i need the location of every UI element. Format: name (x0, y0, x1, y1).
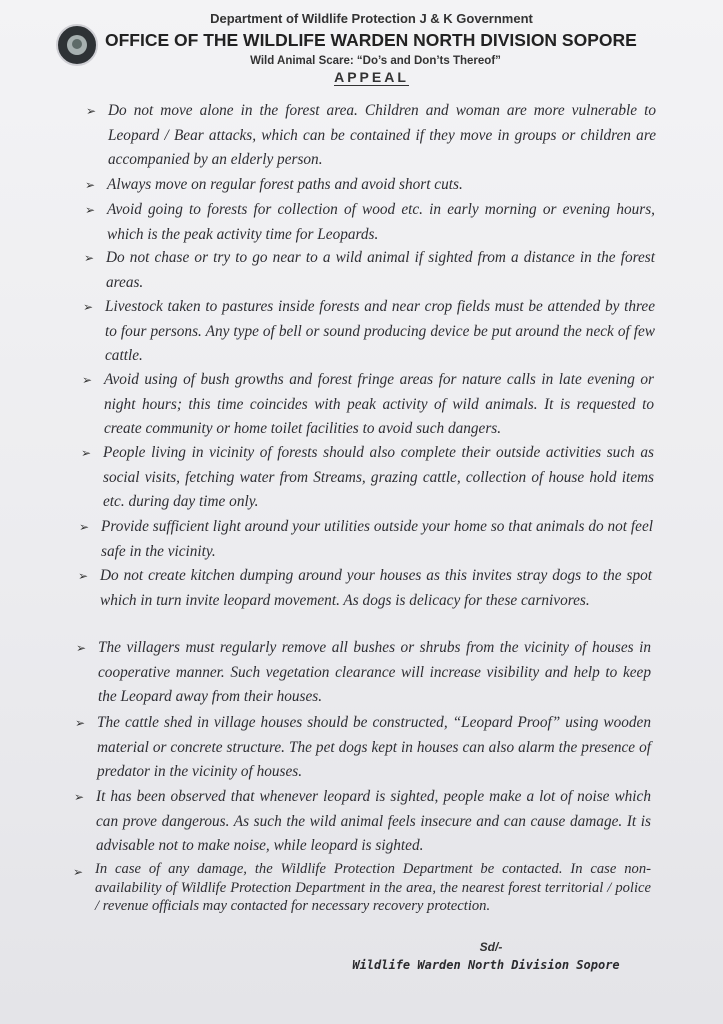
list-item: ➢ People living in vicinity of forests should also complete their outside activities such as social visits, fetching water from Streams, grazing cattle, collection of house hold items etc. during day time only. (103, 441, 654, 515)
list-item: ➢ The villagers must regularly remove all bushes or shrubs from the vicinity of houses in cooperative manner. Such vegetation clearance will increase visibility and help to keep the Leopard away from their houses. (98, 636, 651, 710)
arrow-bullet-icon: ➢ (75, 716, 86, 730)
arrow-bullet-icon: ➢ (74, 790, 85, 804)
arrow-bullet-icon: ➢ (76, 641, 87, 655)
arrow-bullet-icon: ➢ (86, 104, 97, 118)
list-item: ➢ In case of any damage, the Wildlife Protection Department be contacted. In case non-availability of Wildlife Protection Department in the area, the nearest forest territorial / police / revenue officials may contacted for necessary recovery protection. (73, 861, 651, 914)
list-item: ➢ Do not chase or try to go near to a wild animal if sighted from a distance in the forest areas. (106, 246, 655, 295)
list-item: ➢ The cattle shed in village houses should be constructed, “Leopard Proof” using wooden material or concrete structure. The pet dogs kept in houses can also alarm the presence of predator in the vicinity of houses. (97, 711, 651, 785)
signer-title: Wildlife Warden North Division Sopore (352, 958, 620, 972)
department-seal-icon (56, 24, 98, 66)
list-item: ➢ Provide sufficient light around your utilities outside your home so that animals do not feel safe in the vicinity. (101, 515, 653, 564)
signature-block (336, 940, 636, 972)
list-item: ➢ Always move on regular forest paths and avoid short cuts. (107, 173, 655, 198)
arrow-bullet-icon: ➢ (73, 865, 84, 879)
subject-line: Wild Animal Scare: “Do’s and Don’ts Thereof” (250, 55, 501, 67)
office-title: OFFICE OF THE WILDLIFE WARDEN NORTH DIVISION SOPORE (105, 30, 637, 50)
list-item: ➢ Do not move alone in the forest area. Children and woman are more vulnerable to Leopard / Bear attacks, which can be contained if they move in groups or children are accompanied by an elderly person. (108, 99, 656, 173)
list-item: ➢ It has been observed that whenever leopard is sighted, people make a lot of noise which can prove dangerous. As such the wild animal feels insecure and can cause damage. It is advisable not to make noise, while leopard is sighted. (96, 785, 651, 859)
arrow-bullet-icon: ➢ (85, 203, 96, 217)
appeal-heading: APPEAL (334, 69, 409, 85)
list-item: ➢ Do not create kitchen dumping around your houses as this invites stray dogs to the spot which in turn invite leopard movement. As dogs is delicacy for these carnivores. (100, 564, 652, 613)
department-name: Department of Wildlife Protection J & K Government (210, 11, 533, 26)
arrow-bullet-icon: ➢ (82, 373, 93, 387)
list-item: ➢ Avoid using of bush growths and forest fringe areas for nature calls in late evening or night hours; this time coincides with peak activity of wild animals. It is requested to create community or home toilet facilities to avoid such dangers. (104, 368, 654, 442)
list-item: ➢ Avoid going to forests for collection of wood etc. in early morning or evening hours, which is the peak activity time for Leopards. (107, 198, 655, 247)
list-item: ➢ Livestock taken to pastures inside forests and near crop fields must be attended by three to four persons. Any type of bell or sound producing device be put around the neck of few cattle. (105, 295, 655, 369)
arrow-bullet-icon: ➢ (84, 251, 95, 265)
office-row (0, 28, 723, 54)
letterhead (0, 10, 723, 87)
arrow-bullet-icon: ➢ (83, 300, 94, 314)
signature-mark: Sd/- (479, 940, 503, 954)
arrow-bullet-icon: ➢ (78, 569, 89, 583)
arrow-bullet-icon: ➢ (81, 446, 92, 460)
arrow-bullet-icon: ➢ (79, 520, 90, 534)
arrow-bullet-icon: ➢ (85, 178, 96, 192)
